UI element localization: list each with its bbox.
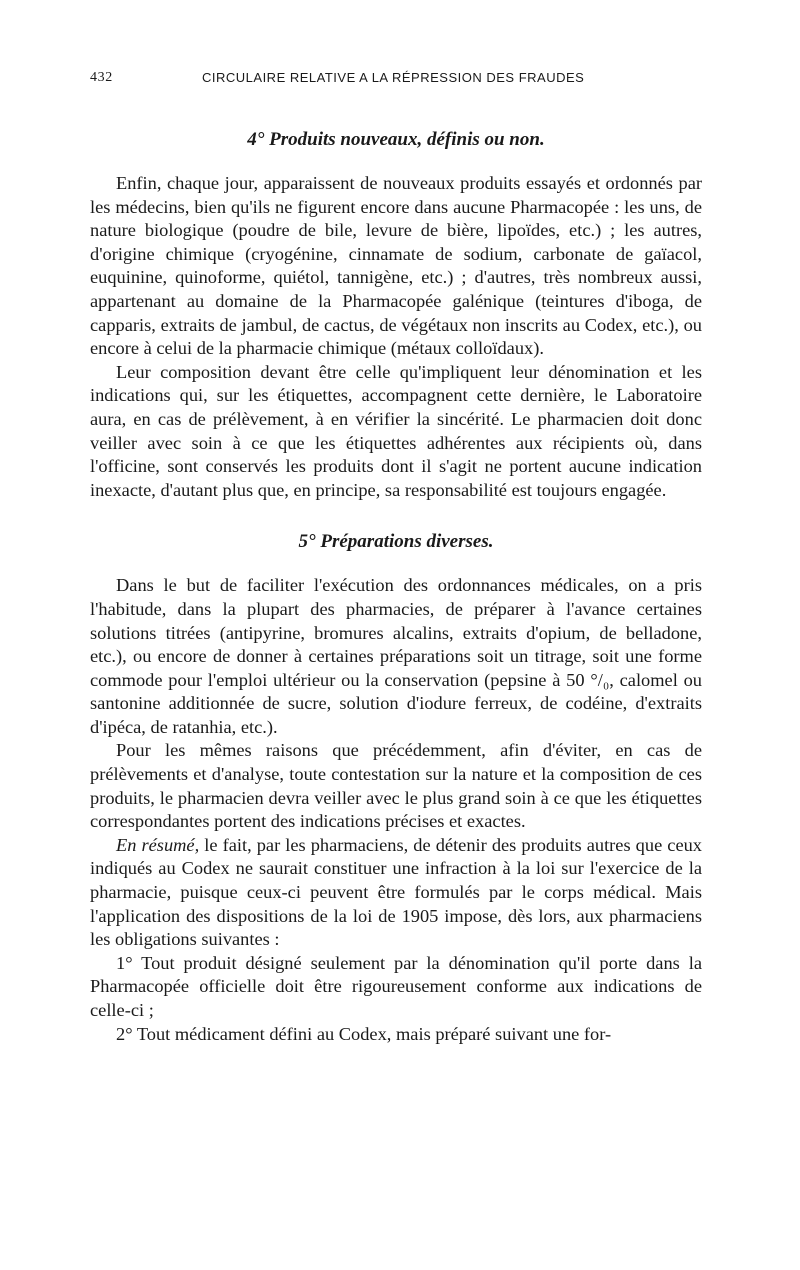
numbered-item-1: 1° Tout produit désigné seulement par la dénomination qu'il porte dans la Pharmacopée officielle doit être rigoureusement conforme aux indications de celle-ci ; <box>90 952 702 1020</box>
summary-text: le fait, par les pharmaciens, de détenir des produits autres que ceux indiqués au Codex ne saurait constituer une infraction à la loi sur l'exercice de la pharmacie, puisque ceux-ci peuvent être formulés par le corps médical. Mais l'application des dispositions de la loi de 1905 impose, dès lors, aux pharmaciens les obligations suivantes : <box>90 834 702 950</box>
book-page <box>90 70 702 1046</box>
running-head <box>90 70 702 96</box>
running-title: CIRCULAIRE RELATIVE A LA RÉPRESSION DES FRAUDES <box>202 70 585 85</box>
numbered-item-2: 2° Tout médicament défini au Codex, mais préparé suivant une for- <box>116 1023 612 1044</box>
paragraph: Enfin, chaque jour, apparaissent de nouveaux produits essayés et ordonnés par les médecins, bien qu'ils ne figurent encore dans aucune Pharmacopée : les uns, de nature biologique (poudre de bile, levure de bière, lipoïdes, etc.) ; les autres, d'origine chimique (cryogénine, cinnamate de sodium, carbonate de gaïacol, euquinine, quinoforme, quiétol, tannigène, etc.) ; d'autres, très nombreux aussi, appartenant au domaine de la Pharmacopée galénique (teintures d'iboga, de capparis, extraits de jambul, de cactus, de végétaux non inscrits au Codex, etc.), ou encore à celui de la pharmacie chimique (métaux colloïdaux). <box>90 173 702 359</box>
paragraph: Dans le but de faciliter l'exécution des ordonnances médicales, on a pris l'habitude, dans la plupart des pharmacies, de préparer à l'avance certaines solutions titrées (antipyrine, bromures alcalins, extraits d'opium, de belladone, etc.), ou encore de donner à certaines préparations soit un titrage, soit une forme commode pour l'emploi ultérieur ou la conservation (pepsine à 50 °/₀, calomel ou santonine additionnée de sucre, solution d'iodure ferreux, de codéine, d'extraits d'ipéca, de ratanhia, etc.). <box>90 575 702 737</box>
section-heading-5: 5° Préparations diverses. <box>298 531 494 553</box>
summary-paragraph <box>90 834 702 952</box>
page-number: 432 <box>90 70 113 85</box>
section-heading-4: 4° Produits nouveaux, définis ou non. <box>247 129 545 150</box>
summary-lead: En résumé, <box>116 834 200 855</box>
paragraph: Pour les mêmes raisons que précédemment, afin d'éviter, en cas de prélèvements et d'analyse, toute contestation sur la nature et la composition de ces produits, le pharmacien devra veiller avec le plus grand soin à ce que les étiquettes correspondantes portent des indications précises et exactes. <box>90 740 702 832</box>
paragraph: Leur composition devant être celle qu'impliquent leur dénomination et les indications qui, sur les étiquettes, accompagnent cette dernière, le Laboratoire aura, en cas de prélèvement, à en vérifier la sincérité. Le pharmacien doit donc veiller avec soin à ce que les étiquettes adhérentes aux récipients où, dans l'officine, sont conservés les produits dont il s'agit ne portent aucune indication inexacte, d'autant plus que, en principe, sa responsabilité est toujours engagée. <box>90 361 702 500</box>
